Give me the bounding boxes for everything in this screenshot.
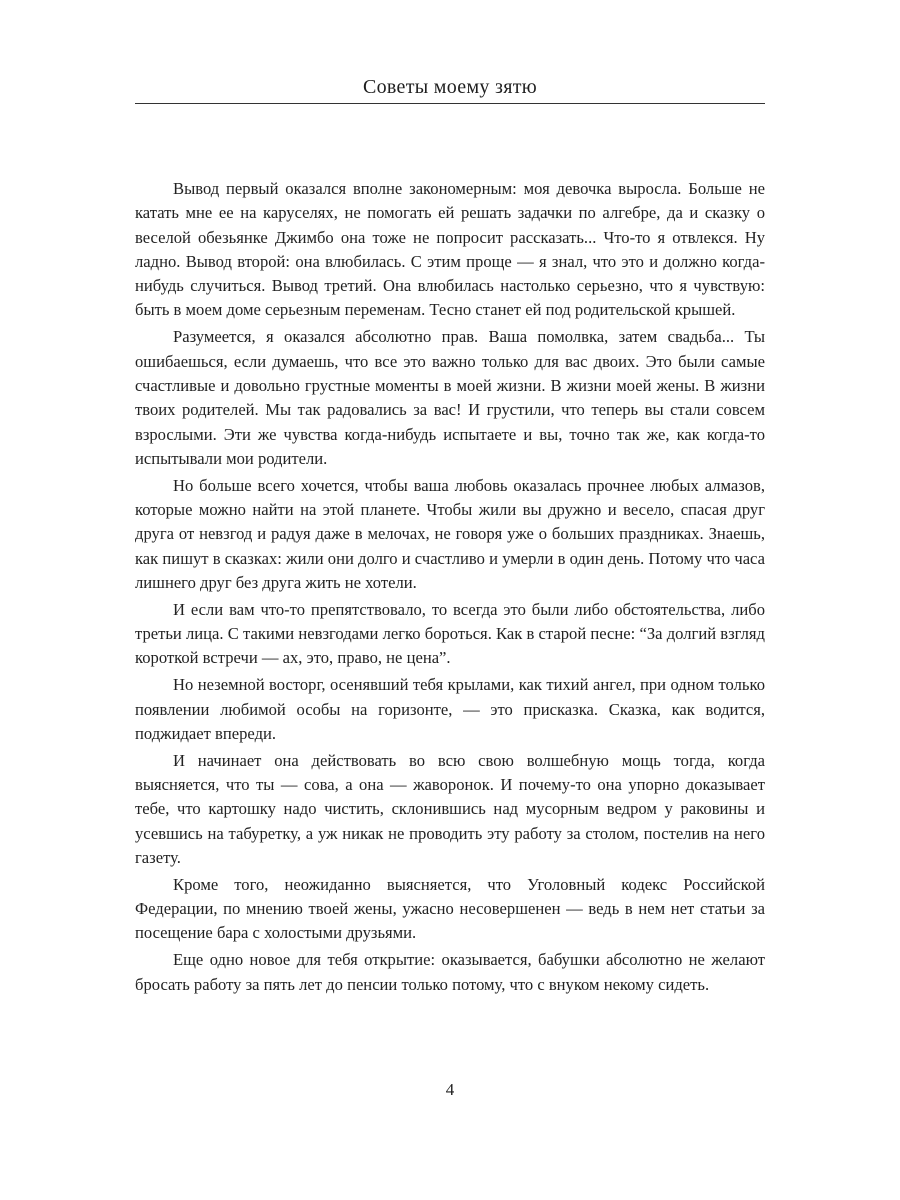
- paragraph: И начинает она действовать во всю свою волшебную мощь тогда, когда выясняется, что ты — сова, а она — жаворонок. И почему-то она упорно доказывает тебе, что картошку надо чистить, склонившись над мусорным ведром у раковины и усевшись на табуретку, а уж никак не проводить эту работу за столом, постелив на него газету.: [135, 750, 765, 867]
- paragraph: Еще одно новое для тебя открытие: оказывается, бабушки абсолютно не желают бросать работу за пять лет до пенсии только потому, что с внуком некому сидеть.: [135, 950, 765, 994]
- body-text: [135, 177, 765, 1000]
- paragraph: Кроме того, неожиданно выясняется, что Уголовный кодекс Российской Федерации, по мнению твоей жены, ужасно несовершенен — ведь в нем нет статьи за посещение бара с холостыми друзьями.: [135, 874, 765, 943]
- paragraph: Вывод первый оказался вполне закономерным: моя девочка выросла. Больше не катать мне ее на каруселях, не помогать ей решать задачки по алгебре, да и сказку о веселой обезьянке Джимбо она тоже не попросит рассказать... Что-то я отвлекся. Ну ладно. Вывод второй: она влюбилась. С этим проще — я знал, что это и должно когда-нибудь случиться. Вывод третий. Она влюбилась настолько серьезно, что я чувствую: быть в моем доме серьезным переменам. Тесно станет ей под родительской крышей.: [135, 179, 765, 320]
- paragraph: И если вам что-то препятствовало, то всегда это были либо обстоятельства, либо третьи лица. С такими невзгодами легко бороться. Как в старой песне: “За долгий взгляд короткой встречи — ах, это, право, не цена”.: [135, 599, 765, 668]
- paragraph: Но неземной восторг, осенявший тебя крылами, как тихий ангел, при одном только появлении любимой особы на горизонте, — это присказка. Сказка, как водится, поджидает впереди.: [135, 675, 765, 743]
- header-rule: [135, 103, 765, 104]
- page-number: 4: [445, 1080, 455, 1099]
- paragraph: Но больше всего хочется, чтобы ваша любовь оказалась прочнее любых алмазов, которые можно найти на этой планете. Чтобы жили вы дружно и весело, спасая друг друга от невзгод и радуя даже в мелочах, не говоря уже о больших праздниках. Знаешь, как пишут в сказках: жили они долго и счастливо и умерли в один день. Потому что часа лишнего друг без друга жить не хотели.: [135, 475, 765, 592]
- running-head: Советы моему зятю: [362, 76, 538, 98]
- paragraph: Разумеется, я оказался абсолютно прав. Ваша помолвка, затем свадьба... Ты ошибаешься, если думаешь, что все это важно только для вас двоих. Это были самые счастливые и довольно грустные моменты в моей жизни. В жизни моей жены. В жизни твоих родителей. Мы так радовались за вас! И грустили, что теперь вы стали совсем взрослыми. Эти же чувства когда-нибудь испытаете и вы, точно так же, как когда-то испытывали мои родители.: [135, 327, 765, 468]
